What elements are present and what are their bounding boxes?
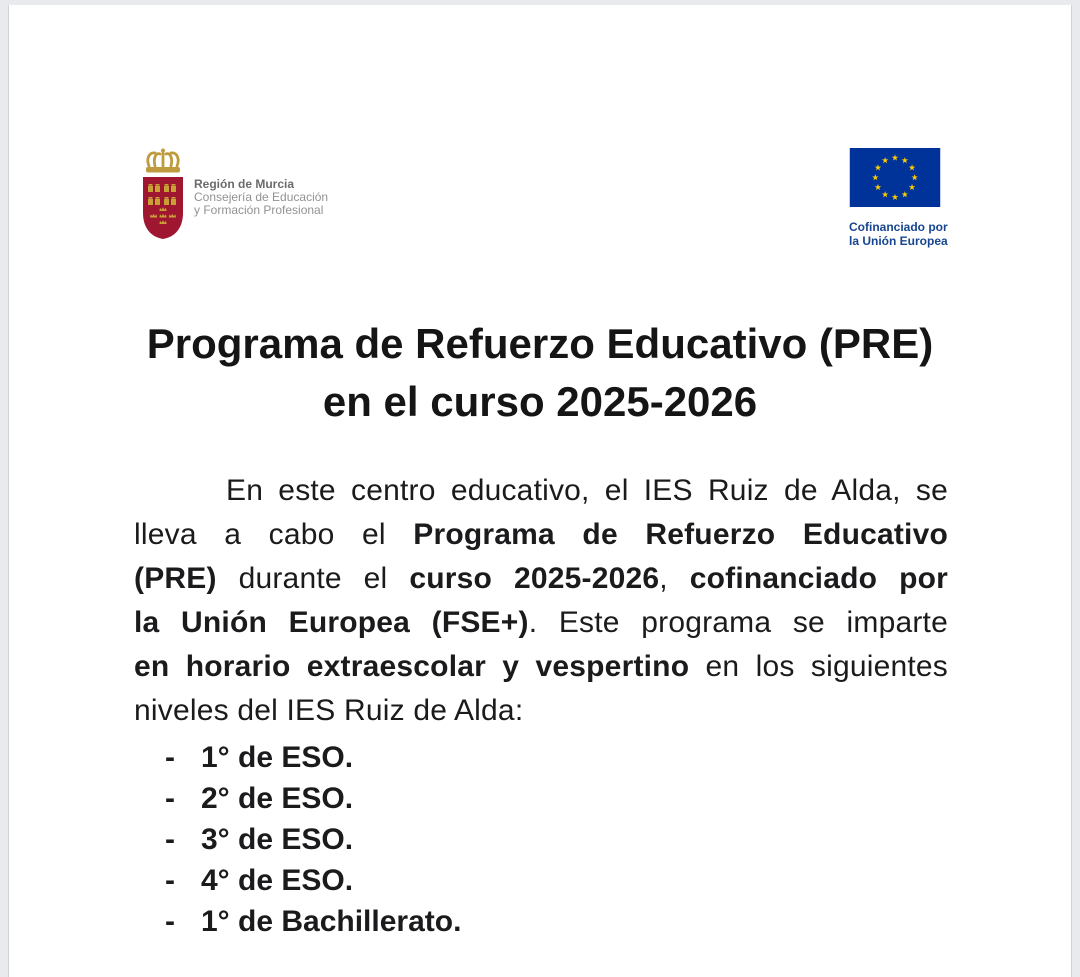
murcia-logo-subtitle-2: y Formación Profesional (194, 203, 324, 217)
list-bullet: - (165, 864, 175, 897)
list-item (165, 860, 461, 901)
murcia-logo-title: Región de Murcia (194, 177, 295, 191)
paragraph-line: En este centro educativo, el IES Ruiz de Alda, se (226, 474, 948, 507)
paragraph-line: lleva a cabo el Programa de Refuerzo Educativo (134, 518, 948, 551)
list-item (165, 819, 461, 860)
paragraph-line: niveles del IES Ruiz de Alda: (134, 694, 524, 727)
paragraph-line: (PRE) durante el curso 2025-2026, cofinanciado por (134, 562, 948, 595)
document-title-line-1: Programa de Refuerzo Educativo (PRE) (146, 320, 934, 367)
document-title-line-2: en el curso 2025-2026 (322, 378, 758, 425)
levels-list (165, 737, 461, 942)
eu-caption-line-1: Cofinanciado por (849, 220, 948, 234)
document-title (9, 315, 1071, 431)
paragraph-line: la Unión Europea (FSE+). Este programa se imparte (134, 606, 948, 639)
eu-logo (849, 148, 948, 248)
eu-flag-icon (849, 148, 941, 207)
list-item-label: 4° de ESO. (201, 864, 354, 897)
list-item (165, 737, 461, 778)
eu-caption-line-2: la Unión Europea (849, 234, 948, 248)
murcia-logo-subtitle-1: Consejería de Educación (194, 190, 329, 204)
list-item-label: 1° de ESO. (201, 741, 354, 774)
list-item-label: 3° de ESO. (201, 823, 354, 856)
document-page (8, 5, 1072, 977)
list-item-label: 2° de ESO. (201, 782, 354, 815)
paragraph-line: en horario extraescolar y vespertino en los siguientes (134, 650, 948, 683)
intro-paragraph (134, 469, 948, 733)
list-item (165, 901, 461, 942)
list-bullet: - (165, 905, 175, 938)
list-bullet: - (165, 741, 175, 774)
eu-logo-caption (849, 220, 948, 248)
murcia-coat-of-arms-icon (140, 147, 186, 241)
list-item-label: 1° de Bachillerato. (201, 905, 462, 938)
murcia-logo-text (194, 178, 328, 241)
list-bullet: - (165, 823, 175, 856)
list-bullet: - (165, 782, 175, 815)
murcia-logo (140, 147, 328, 241)
list-item (165, 778, 461, 819)
